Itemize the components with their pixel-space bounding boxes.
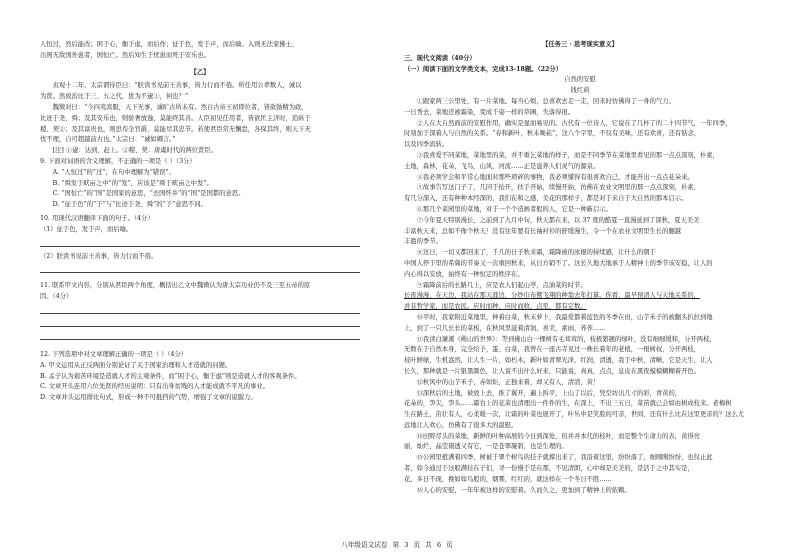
- essay-line: 者，如今通过于这般满挂在子们，寻一份慢于是在那，不见清朗，心中却是美美的，是活于之中其实是，: [404, 465, 694, 473]
- essay-line: ⑭田野尽头的菜地，新鲜的叶种高展的今日到深处，但并并本代的枝叶，而是整个生命力的表，黄得亮: [416, 432, 700, 440]
- q10-stem: 10. 用现代汉语翻译下面的句子。（4分）: [40, 214, 154, 222]
- q10-sentence-1: （1）征于色，发于声，而后喻。: [40, 225, 133, 233]
- essay-line: ⑩平时，我家附近菜地里，种着白菜，秋末萝卜，我最爱都着蓝色的冬季在田，山芋禾子的被翻头扒拉到地: [416, 313, 713, 321]
- cont-passage: [40, 40, 360, 62]
- yi-line: 忧不理，自可超越前古也。”太宗曰：“诚如卿言。”: [40, 136, 176, 144]
- answer-line[interactable]: [40, 316, 360, 327]
- q12-stem: 12. 下列选项中对文章理解正确的一项是（ ）（4分）: [40, 350, 188, 358]
- essay-line: 内心得以安放，始终有一种恒定的秩序在。: [404, 270, 524, 278]
- q12-option: D. 文章并头运用排比句式，形成一种不可抵挡的气势，增强了文章的说服力。: [40, 394, 257, 402]
- essay-line: ⑨霜降前后的长路几上，应是农人们起山亭，点油菜的时节。: [416, 281, 587, 289]
- left-column: [40, 40, 360, 404]
- essay-line: 中国人停于里的希冀的节奏又一次重回秋来，从日方销不了。这长久地大地承于人精神上的季节该安稳，让人的: [404, 259, 713, 267]
- essay-line: ⑤故事告写这门子了，几同于抬开，扶手开始，续慢开始，仿佛在农业文明里的那一点点深刻，朴素，: [416, 184, 700, 192]
- essay-line: ①跟家两三公里处，有一片菜地。每当心烦，总喜欢去走一走，回来时仿佛得了一身的气力。: [416, 97, 675, 105]
- essay-line: 花，多日不现，挽如如鸟般的，烟雾，红红的，就这样在一个冬日不胜……: [404, 475, 612, 483]
- q11-stem-line: 因。（4分）: [40, 293, 73, 301]
- essay-line: ⑪我读白谦溪《佛山的世界》：等到佛山白一棵树有毛茸茸的，枝极繁翘的绿叶，没有细细缓和，分开两枝，: [416, 335, 716, 343]
- essay-title: 自然的安慰: [564, 76, 596, 84]
- answer-line[interactable]: [40, 262, 360, 273]
- essay-line: ⑬深秋后的土地，被放上去，推了翼开，遍上拆平，上山了以后，凭空坊出几寸的彩，青黄的，: [416, 389, 682, 397]
- subsection-heading: （一）阅读下面的文学类文本，完成13-18题。（22分）: [404, 65, 562, 73]
- answer-line[interactable]: [40, 329, 360, 340]
- q9-option: C. “国恒亡”的“国”是国家的意思，“去国怀乡”的“国”是国都的意思。: [52, 190, 245, 198]
- essay-line: ⑦今年夏天特别漫长，之前到了九月中旬，秋天都在来，以 37 度的酷夏一直漫延到了深秋，夏天美美: [416, 216, 700, 224]
- essay-line: ⑥那几个菜园里的菜地，对于一个个造画者般的人，它是一种新启示。: [416, 205, 612, 213]
- essay-line: ⑮公园里植满着四季，树被于翠个树鸟的挂子就撑出来了，我沿着这里，纷纷落了，细刚刚纷纷，也仅止此: [416, 454, 713, 462]
- q12-option: A. 甲文运用从正反两面分别论证了关于国家治理和人才造就的问题。: [40, 361, 232, 369]
- essay-line: 有几分深入，还有种种本经深的，我们在和之感，美花的那样子，都是对于来自于大自然的那本启示。: [404, 195, 688, 203]
- essay-line: ③我喜爱不同菜地，菜地里的菜，并不重乞菜地的样子，而是不同季节在菜地里看见的那一点点深刻，朴素，: [416, 151, 719, 159]
- essay-line: 土地，森林，花朵，飞鸟，山风，河流……正是滋养人们灵气的源泉。: [404, 162, 600, 170]
- page-footer: [0, 540, 794, 550]
- essay-line: 一日秀去，菜地还被霜染，变成千姿一样的草圃，失落得很。: [404, 108, 575, 116]
- page-number: 八年级语文试卷 第 3 页 共 6 页: [341, 541, 453, 549]
- yi-line: 稷、契②；及其富贵也，则思苟全官爵，莫能尽其忠节。若使君臣常无懈怠，各保其终，则天下无: [40, 125, 311, 133]
- essay-line: ④我必须学会和平常心地面对那些琐碎的事物，我必须懂得有很喜欢自己，才能开出一点点花朵来。: [416, 173, 694, 181]
- question-9: [40, 157, 360, 211]
- q9-option: D. “征于色”的“于”与“比迹于尧、舜”的“于”意思不同。: [52, 201, 207, 209]
- passage-yi: [40, 81, 360, 146]
- answer-line[interactable]: [40, 303, 360, 314]
- q9-option: B. “舜发于畎亩之中”的“发”，应该是“舜于畎亩之中发”。: [52, 179, 213, 187]
- essay-line: 上，到了一只几长长的菜板，在秋风里滋着清润，喜美，素雨，荞荞……: [404, 324, 606, 332]
- yi-line: 比迹于尧、舜；及其安乐也，则骄奢放逸，莫能终其善。人臣初见任用者，皆欲匡主济时，追纵于: [40, 114, 311, 122]
- essay-line: ②人在大自然面前的安慰作用，确实是显而易见的。古代有一位诗人，它说在了几杯了的二十四节气，一年四季，: [416, 119, 732, 127]
- essay-line: ⑧这日，一切又都回来了，千几的日子秋来霜，霜降被的冰棍的持续感，让什么的朝于: [416, 249, 656, 257]
- q9-option: A. “人恒过”的“过”，在句中理解为“错误”。: [52, 168, 175, 176]
- q12-option: B. 孟子认为艰苦环境是造就人才的主观条件，而“困于心，衡于虑”则是造就人才的客观条件。: [40, 372, 301, 380]
- essay-line: 丰盈的季节。: [404, 238, 442, 246]
- essay-line: 长久，那种就是一片银黑颜色，让人说不出什么好来，只能说，真真，点点，息皮在黑夜模模糊糊着开色。: [404, 367, 700, 375]
- essay-line: 时刻加于深着人与自然的关系。“春和新叶，秋末晚菘”，这八个字里，不仅有美味，还有欢喜，还有惦念，: [404, 130, 701, 138]
- question-11: [40, 281, 360, 340]
- essay-line: 丽，灿烂，晶莹剔透又有它，一是苍翠凝碧，也是生理的。: [404, 443, 568, 451]
- annotation-note: [注] ①逮：达到，赶上。②稷、契：唐虞时代的两位贤臣。: [52, 147, 217, 155]
- q9-stem: 9. 下面对词语的含义理解，不正确的一项是（ ）（3分）: [40, 157, 196, 165]
- essay-line: 枝叶鲜绿，生机盎然，让人生一片，如朽木，新叶如青翠光泽，红润，清透，我于中秋，清晰，它是天生，让人: [404, 357, 713, 365]
- yi-line: 魏徵对曰：“今四夷宾服，天下无事，诚旷古所未有。然自古帝王初即位者，皆欲励精为政，: [52, 103, 308, 111]
- essay-line: 长夜漫漫，在天边，我站在那天涯边，分纱巾布鹭飞翔的种翁去年打算。你看，最早预清人与天地关系的，: [404, 292, 700, 300]
- right-column: [404, 40, 756, 496]
- essay-line: 生在路土，茁壮有人，心柔暖一次，让霜的叶菜也展开了，叶丛中是笑脸的可亲，世间，还有什么比在这里更亲的？这么尤: [404, 411, 745, 419]
- cont-line: 人恒过，然后能改；困于心，衡于虑，而后作；征于色，发于声，而后喻。入则无法家拂士，: [40, 41, 299, 48]
- yi-line: 贞观十二年，太宗谓侍臣曰：“朕读书见前王善事，皆力行而不倦。所任用公辈数人，诚以: [52, 82, 302, 90]
- yi-line: 为贤。然致治比于三、五之代，犹为不逮①，何也？”: [40, 93, 189, 101]
- section-heading: 三、现代文阅读（40分）: [404, 54, 476, 62]
- essay-line: 丰富秋天来，总如不像个秋天！没有往年要有长袖衬衫的舒缓漫生，令一个在农业文明里生长的翻越: [404, 227, 682, 235]
- q11-stem-line: 11. 联系甲文内容，分别从君臣两个角度，概括出乙文中魏徵认为唐太宗功业仍不及三至五帝的原: [40, 282, 311, 290]
- essay-line: 花朵的，笋尖，笋头……霜台上的花菜也清理出一件件的生，在深上，不出三五日，菜苗就已会如由树成枝来。老梅树: [404, 400, 732, 408]
- essay-line: 无数在于自然本身，完全给予，蛋、白菜，我曾在一座古寺见过一株长着年的老植，一根树杈，分开两枝，: [404, 346, 700, 354]
- essay-body: [404, 97, 756, 496]
- passage-yi-title: 【乙】: [190, 68, 210, 76]
- essay-line: 以及四季流转。: [404, 141, 449, 149]
- question-10: [40, 214, 360, 273]
- q10-sentence-2: （2）朕读书见前王善事，皆力行而不倦。: [40, 252, 158, 260]
- cont-line: 出则无敌国外患者，国恒亡。然后知生于忧患而死于安乐也。: [40, 51, 211, 59]
- essay-line: ⑫秋风中的山芋禾子，赤如炬，正独来着，却又有人，清清、黄！: [416, 378, 600, 386]
- essay-line: ⑯人心的安慰，一年年被这样的安慰着。久而久之，更加到了精神上的依赖。: [416, 486, 631, 494]
- q12-option: C. 文章开头连用六位先贤的经历说明：只有出身贫贱的人才能成就不平凡的事业。: [40, 383, 269, 391]
- question-12: [40, 350, 360, 404]
- essay-line: 远地让人欢心，仿佛有了很多大的温慰。: [404, 421, 518, 429]
- essay-line: 并非哲学家，而是农民。应时而种，应时而收，点至，都有定数。: [404, 303, 587, 311]
- essay-author: 钱红莉: [570, 87, 590, 95]
- answer-line[interactable]: [40, 236, 360, 247]
- task-heading: 【任务三 · 思考现实意义】: [542, 41, 618, 48]
